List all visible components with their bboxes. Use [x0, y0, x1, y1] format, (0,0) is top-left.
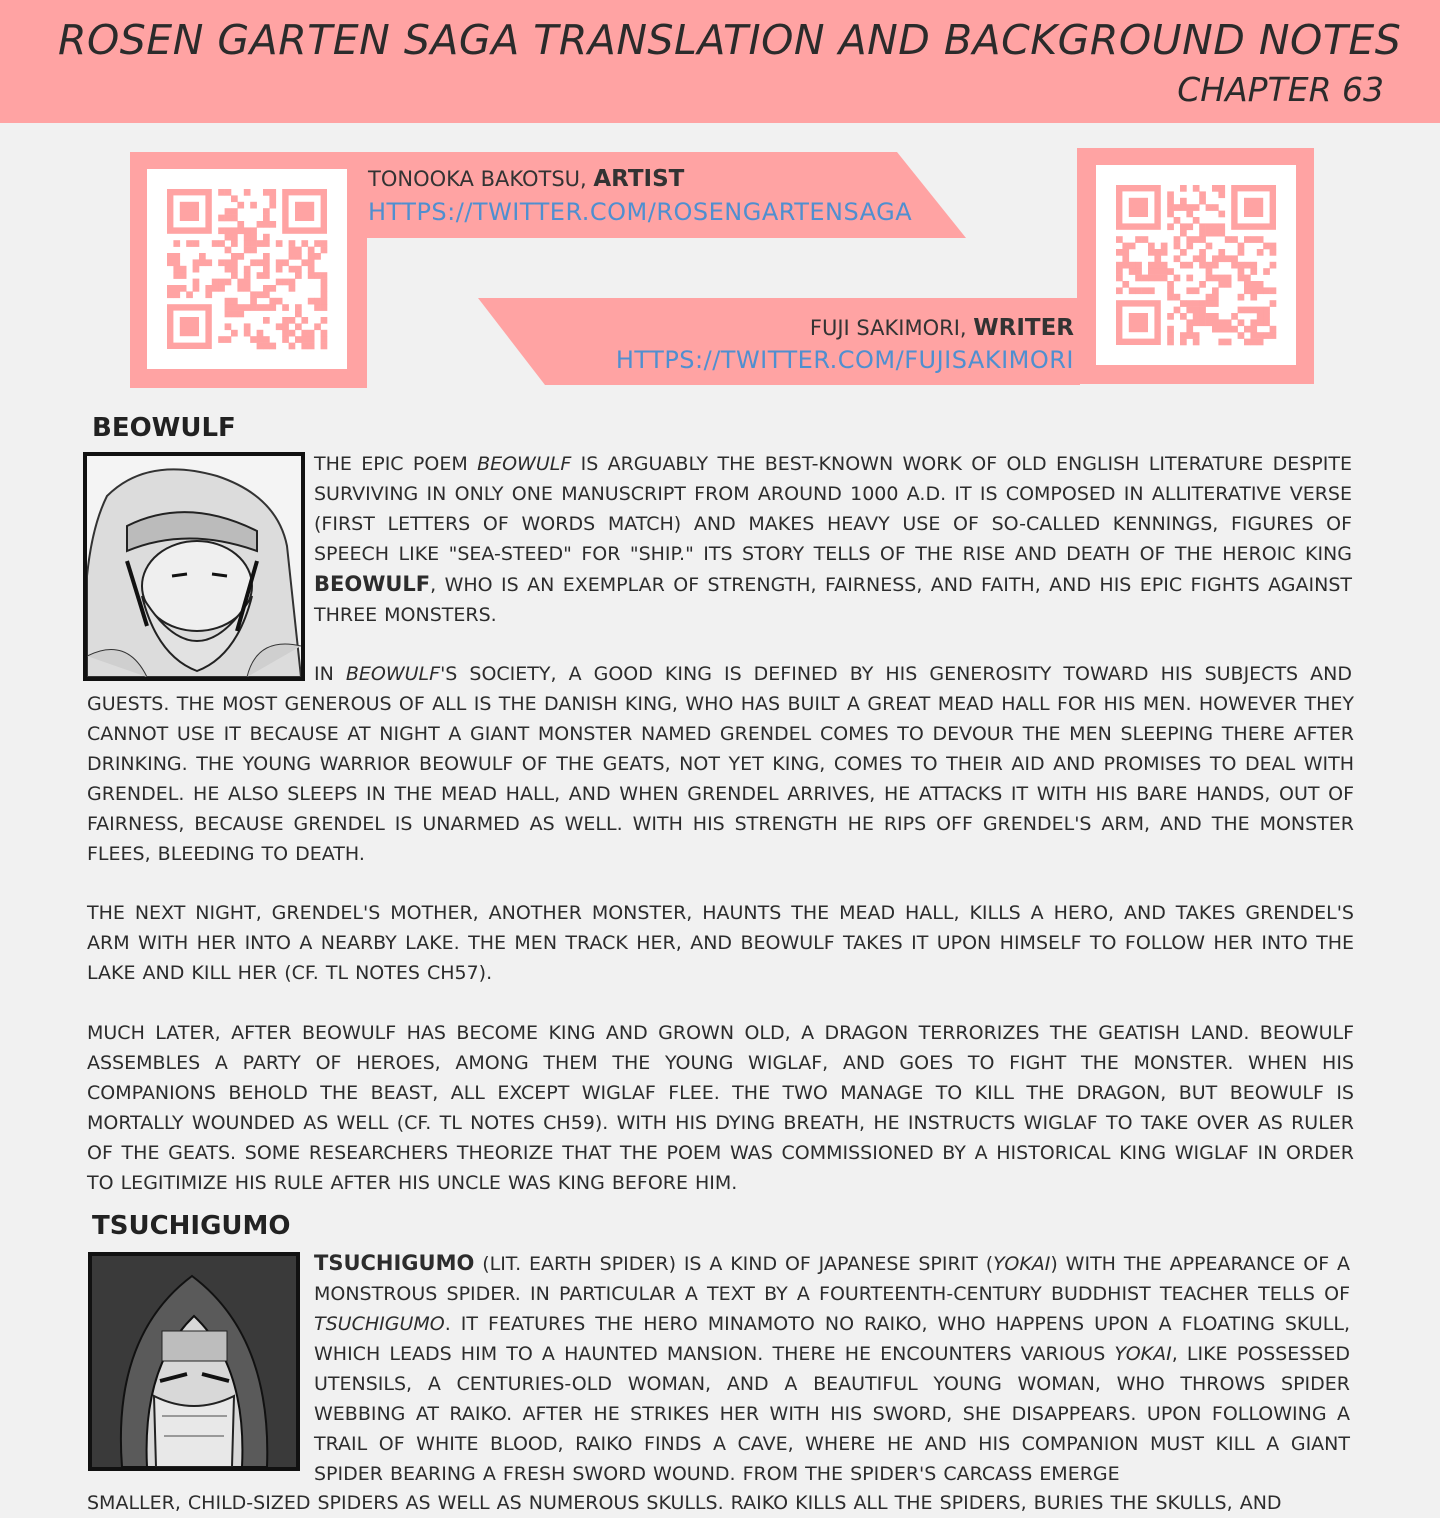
artist-qr-code[interactable]	[147, 169, 347, 369]
tsuchigumo-paragraph-1: TSUCHIGUMO (LIT. EARTH SPIDER) IS A KIND OF JAPANESE SPIRIT (YOKAI) WITH THE APPEARANCE OF A MONSTROUS SPIDER. IN PARTICULAR A TEXT BY A FOURTEENTH-CENTURY BUDDHIST TEACHER TELLS OF TSUCHIGUMO. IT FEATURES THE HERO MINAMOTO NO RAIKO, WHO HAPPENS UPON A FLOATING SKULL, WHICH LEADS HIM TO A HAUNTED MANSION. THERE HE ENCOUNTERS VARIOUS YOKAI, LIKE POSSESSED UTENSILS, A CENTURIES-OLD WOMAN, AND A BEAUTIFUL YOUNG WOMAN, WHO THROWS SPIDER WEBBING AT RAIKO. AFTER HE STRIKES HER WITH HIS SWORD, SHE DISAPPEARS. UPON FOLLOWING A TRAIL OF WHITE BLOOD, RAIKO FINDS A CAVE, WHERE HE AND HIS COMPANION MUST KILL A GIANT SPIDER BEARING A FRESH SWORD WOUND. FROM THE SPIDER'S CARCASS EMERGE	[314, 1251, 1350, 1485]
writer-credit	[810, 315, 1074, 341]
beowulf-paragraph-4: MUCH LATER, AFTER BEOWULF HAS BECOME KING AND GROWN OLD, A DRAGON TERRORIZES THE GEATISH LAND. BEOWULF ASSEMBLES A PARTY OF HEROES, AMONG THEM THE YOUNG WIGLAF, AND GOES TO FIGHT THE MONSTER. WHEN HIS COMPANIONS BEHOLD THE BEAST, ALL EXCEPT WIGLAF FLEE. THE TWO MANAGE TO KILL THE DRAGON, BUT BEOWULF IS MORTALLY WOUNDED AS WELL (CF. TL NOTES CH59). WITH HIS DYING BREATH, HE INSTRUCTS WIGLAF TO TAKE OVER AS RULER OF THE GEATS. SOME RESEARCHERS THEORIZE THAT THE POEM WAS COMMISSIONED BY A HISTORICAL KING WIGLAF IN ORDER TO LEGITIMIZE HIS RULE AFTER HIS UNCLE WAS KING BEFORE HIM.	[87, 1022, 1354, 1194]
beowulf-paragraph-2: GUESTS. THE MOST GENEROUS OF ALL IS THE DANISH KING, WHO HAS BUILT A GREAT MEAD HALL FOR HIS MEN. HOWEVER THEY CANNOT USE IT BECAUSE AT NIGHT A GIANT MONSTER NAMED GRENDEL COMES TO DEVOUR THE MEN SLEEPING THERE AFTER DRINKING. THE YOUNG WARRIOR BEOWULF OF THE GEATS, NOT YET KING, COMES TO THEIR AID AND PROMISES TO DEAL WITH GRENDEL. HE ALSO SLEEPS IN THE MEAD HALL, AND WHEN GRENDEL ARRIVES, HE ATTACKS IT WITH HIS BARE HANDS, OUT OF FAIRNESS, BECAUSE GRENDEL IS UNARMED AS WELL. WITH HIS STRENGTH HE RIPS OFF GRENDEL'S ARM, AND THE MONSTER FLEES, BLEEDING TO DEATH.	[87, 693, 1354, 865]
artist-link[interactable]: HTTPS://TWITTER.COM/ROSENGARTENSAGA	[368, 198, 913, 226]
qr-code-icon	[147, 169, 347, 369]
writer-link[interactable]: HTTPS://TWITTER.COM/FUJISAKIMORI	[615, 346, 1074, 374]
qr-code-icon	[1096, 165, 1296, 365]
chapter-subtitle: CHAPTER 63	[1177, 70, 1384, 109]
beowulf-portrait-image	[87, 456, 301, 677]
artist-name: TONOOKA BAKOTSU,	[368, 167, 594, 191]
tsuchigumo-portrait	[88, 1252, 300, 1471]
writer-name: FUJI SAKIMORI,	[809, 316, 974, 340]
tsuchigumo-paragraph-2: SMALLER, CHILD-SIZED SPIDERS AS WELL AS NUMEROUS SKULLS. RAIKO KILLS ALL THE SPIDERS, BURIES THE SKULLS, AND	[87, 1492, 1282, 1514]
writer-role: WRITER	[973, 315, 1074, 341]
artist-role: ARTIST	[593, 166, 685, 192]
credits-banner	[0, 0, 1440, 400]
beowulf-paragraph-2-lead: IN BEOWULF'S SOCIETY, A GOOD KING IS DEFINED BY HIS GENEROSITY TOWARD HIS SUBJECTS AND	[314, 663, 1352, 685]
beowulf-portrait	[83, 452, 305, 681]
section-heading-tsuchigumo: TSUCHIGUMO	[92, 1211, 291, 1241]
artist-credit	[368, 166, 684, 192]
beowulf-paragraph-1: THE EPIC POEM BEOWULF IS ARGUABLY THE BEST-KNOWN WORK OF OLD ENGLISH LITERATURE DESPITE SURVIVING IN ONLY ONE MANUSCRIPT FROM AROUND 1000 A.D. IT IS COMPOSED IN ALLITERATIVE VERSE (FIRST LETTERS OF WORDS MATCH) AND MAKES HEAVY USE OF SO-CALLED KENNINGS, FIGURES OF SPEECH LIKE "SEA-STEED" FOR "SHIP." ITS STORY TELLS OF THE RISE AND DEATH OF THE HEROIC KING BEOWULF, WHO IS AN EXEMPLAR OF STRENGTH, FAIRNESS, AND FAITH, AND HIS EPIC FIGHTS AGAINST THREE MONSTERS.	[314, 453, 1352, 626]
writer-qr-frame	[1077, 148, 1314, 384]
writer-qr-code[interactable]	[1096, 165, 1296, 365]
artist-qr-frame	[130, 152, 367, 388]
page-title: ROSEN GARTEN SAGA TRANSLATION AND BACKGROUND NOTES	[58, 16, 1402, 64]
beowulf-paragraph-3: THE NEXT NIGHT, GRENDEL'S MOTHER, ANOTHER MONSTER, HAUNTS THE MEAD HALL, KILLS A HERO, AND TAKES GRENDEL'S ARM WITH HER INTO A NEARBY LAKE. THE MEN TRACK HER, AND BEOWULF TAKES IT UPON HIMSELF TO FOLLOW HER INTO THE LAKE AND KILL HER (CF. TL NOTES CH57).	[87, 902, 1354, 984]
section-heading-beowulf: BEOWULF	[92, 413, 236, 443]
tsuchigumo-portrait-image	[92, 1256, 296, 1467]
